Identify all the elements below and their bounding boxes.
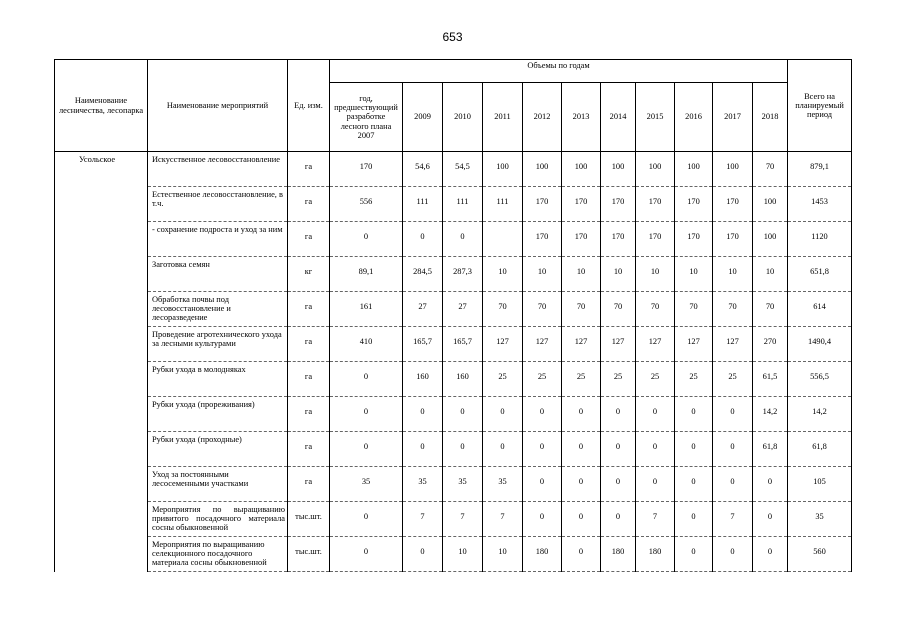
- year-value: 70: [753, 152, 788, 187]
- header-total: Всего на планируемый период: [788, 60, 852, 152]
- year-value: 0: [562, 502, 601, 537]
- year-value: 0: [601, 397, 636, 432]
- year-value: 7: [403, 502, 443, 537]
- year-value: 0: [403, 537, 443, 572]
- year-value: 100: [483, 152, 523, 187]
- base-year-value: 556: [330, 187, 403, 222]
- year-value: 0: [403, 432, 443, 467]
- year-value: 0: [713, 537, 753, 572]
- year-value: [483, 222, 523, 257]
- activity-name: Искусственное лесовосстановление: [148, 152, 288, 187]
- year-value: 10: [443, 537, 483, 572]
- total-value: 560: [788, 537, 852, 572]
- base-year-value: 35: [330, 467, 403, 502]
- year-value: 27: [403, 292, 443, 327]
- activity-name: Обработка почвы под лесовосстановление и лесоразведение: [148, 292, 288, 327]
- total-value: 105: [788, 467, 852, 502]
- year-value: 14,2: [753, 397, 788, 432]
- year-value: 0: [713, 397, 753, 432]
- year-value: 0: [443, 432, 483, 467]
- year-value: 10: [562, 257, 601, 292]
- base-year-value: 0: [330, 432, 403, 467]
- base-year-value: 161: [330, 292, 403, 327]
- activity-name: Заготовка семян: [148, 257, 288, 292]
- activity-name: Мероприятия по выращиванию привитого посадочного материала сосны обыкновенной: [148, 502, 288, 537]
- year-value: 0: [713, 467, 753, 502]
- year-value: 100: [523, 152, 562, 187]
- header-year: 2010: [443, 83, 483, 152]
- year-value: 0: [675, 432, 713, 467]
- year-value: 0: [562, 537, 601, 572]
- year-value: 0: [601, 502, 636, 537]
- table-row: [55, 362, 852, 397]
- table-row: [55, 432, 852, 467]
- total-value: 1490,4: [788, 327, 852, 362]
- year-value: 165,7: [443, 327, 483, 362]
- year-value: 25: [601, 362, 636, 397]
- page-number: 653: [442, 30, 463, 44]
- year-value: 160: [443, 362, 483, 397]
- unit-cell: га: [288, 397, 330, 432]
- year-value: 170: [675, 222, 713, 257]
- unit-cell: га: [288, 292, 330, 327]
- year-value: 70: [562, 292, 601, 327]
- year-value: 0: [523, 397, 562, 432]
- year-value: 0: [562, 467, 601, 502]
- unit-cell: тыс.шт.: [288, 502, 330, 537]
- unit-cell: га: [288, 467, 330, 502]
- year-value: 0: [636, 432, 675, 467]
- year-value: 35: [443, 467, 483, 502]
- header-base-year: год, предшествующий разработке лесного плана 2007: [330, 83, 403, 152]
- activity-name: Естественное лесовосстановление, в т.ч.: [148, 187, 288, 222]
- base-year-value: 0: [330, 502, 403, 537]
- unit-cell: тыс.шт.: [288, 537, 330, 572]
- year-value: 170: [562, 222, 601, 257]
- year-value: 270: [753, 327, 788, 362]
- table-row: [55, 327, 852, 362]
- header-forestry: Наименование лесничества, лесопарка: [55, 60, 148, 152]
- total-value: 651,8: [788, 257, 852, 292]
- activity-name: - сохранение подроста и уход за ним: [148, 222, 288, 257]
- activity-name: Проведение агротехнического ухода за лесными культурами: [148, 327, 288, 362]
- year-value: 0: [675, 467, 713, 502]
- year-value: 7: [713, 502, 753, 537]
- total-value: 1453: [788, 187, 852, 222]
- table-header: [55, 60, 852, 152]
- year-value: 25: [713, 362, 753, 397]
- year-value: 0: [483, 432, 523, 467]
- year-value: 0: [601, 432, 636, 467]
- year-value: 127: [636, 327, 675, 362]
- total-value: 35: [788, 502, 852, 537]
- total-value: 1120: [788, 222, 852, 257]
- table-row: [55, 187, 852, 222]
- year-value: 180: [523, 537, 562, 572]
- year-value: 0: [403, 397, 443, 432]
- year-value: 180: [601, 537, 636, 572]
- year-value: 70: [636, 292, 675, 327]
- activity-name: Рубки ухода в молодняках: [148, 362, 288, 397]
- year-value: 100: [601, 152, 636, 187]
- table-row: [55, 397, 852, 432]
- year-value: 0: [562, 432, 601, 467]
- unit-cell: га: [288, 152, 330, 187]
- header-year: 2018: [753, 83, 788, 152]
- year-value: 0: [443, 397, 483, 432]
- header-year: 2011: [483, 83, 523, 152]
- year-value: 25: [636, 362, 675, 397]
- year-value: 170: [562, 187, 601, 222]
- year-value: 170: [636, 222, 675, 257]
- header-year: 2014: [601, 83, 636, 152]
- year-value: 0: [562, 397, 601, 432]
- total-value: 614: [788, 292, 852, 327]
- year-value: 0: [675, 537, 713, 572]
- total-value: 14,2: [788, 397, 852, 432]
- year-value: 127: [483, 327, 523, 362]
- year-value: 10: [675, 257, 713, 292]
- total-value: 556,5: [788, 362, 852, 397]
- header-volumes-group: Объемы по годам: [330, 60, 788, 83]
- year-value: 170: [601, 222, 636, 257]
- unit-cell: кг: [288, 257, 330, 292]
- unit-cell: га: [288, 222, 330, 257]
- year-value: 0: [675, 502, 713, 537]
- header-activity: Наименование мероприятий: [148, 60, 288, 152]
- table-row: [55, 257, 852, 292]
- year-value: 10: [483, 537, 523, 572]
- unit-cell: га: [288, 362, 330, 397]
- table-row: [55, 467, 852, 502]
- total-value: 61,8: [788, 432, 852, 467]
- year-value: 10: [636, 257, 675, 292]
- year-value: 61,8: [753, 432, 788, 467]
- header-year: 2013: [562, 83, 601, 152]
- year-value: 127: [523, 327, 562, 362]
- year-value: 100: [713, 152, 753, 187]
- year-value: 170: [601, 187, 636, 222]
- year-value: 127: [601, 327, 636, 362]
- year-value: 10: [483, 257, 523, 292]
- year-value: 100: [753, 222, 788, 257]
- year-value: 35: [403, 467, 443, 502]
- year-value: 127: [562, 327, 601, 362]
- year-value: 111: [443, 187, 483, 222]
- year-value: 0: [636, 467, 675, 502]
- year-value: 70: [523, 292, 562, 327]
- year-value: 287,3: [443, 257, 483, 292]
- year-value: 10: [523, 257, 562, 292]
- year-value: 25: [675, 362, 713, 397]
- base-year-value: 410: [330, 327, 403, 362]
- activity-name: Мероприятия по выращиванию селекционного посадочного материала сосны обыкновенной: [148, 537, 288, 572]
- year-value: 111: [403, 187, 443, 222]
- year-value: 0: [403, 222, 443, 257]
- year-value: 170: [523, 187, 562, 222]
- base-year-value: 0: [330, 222, 403, 257]
- year-value: 0: [713, 432, 753, 467]
- table-row: [55, 537, 852, 572]
- year-value: 35: [483, 467, 523, 502]
- year-value: 54,6: [403, 152, 443, 187]
- year-value: 70: [713, 292, 753, 327]
- year-value: 0: [523, 502, 562, 537]
- table-row: [55, 222, 852, 257]
- year-value: 170: [636, 187, 675, 222]
- header-year: 2015: [636, 83, 675, 152]
- header-unit: Ед. изм.: [288, 60, 330, 152]
- year-value: 70: [675, 292, 713, 327]
- forest-plan-table: [54, 59, 852, 572]
- year-value: 70: [753, 292, 788, 327]
- year-value: 100: [753, 187, 788, 222]
- table-row: [55, 292, 852, 327]
- year-value: 70: [601, 292, 636, 327]
- year-value: 25: [562, 362, 601, 397]
- header-year: 2012: [523, 83, 562, 152]
- year-value: 170: [713, 187, 753, 222]
- year-value: 0: [483, 397, 523, 432]
- year-value: 10: [601, 257, 636, 292]
- unit-cell: га: [288, 432, 330, 467]
- activity-name: Рубки ухода (проходные): [148, 432, 288, 467]
- year-value: 7: [443, 502, 483, 537]
- year-value: 61,5: [753, 362, 788, 397]
- base-year-value: 170: [330, 152, 403, 187]
- table-row: [55, 502, 852, 537]
- header-year: 2016: [675, 83, 713, 152]
- year-value: 0: [523, 467, 562, 502]
- year-value: 0: [753, 467, 788, 502]
- total-value: 879,1: [788, 152, 852, 187]
- base-year-value: 0: [330, 362, 403, 397]
- year-value: 0: [753, 537, 788, 572]
- year-value: 10: [753, 257, 788, 292]
- year-value: 170: [713, 222, 753, 257]
- year-value: 100: [675, 152, 713, 187]
- year-value: 10: [713, 257, 753, 292]
- year-value: 25: [483, 362, 523, 397]
- year-value: 25: [523, 362, 562, 397]
- year-value: 54,5: [443, 152, 483, 187]
- header-year: 2009: [403, 83, 443, 152]
- activity-name: Рубки ухода (прореживания): [148, 397, 288, 432]
- year-value: 170: [675, 187, 713, 222]
- year-value: 127: [675, 327, 713, 362]
- year-value: 111: [483, 187, 523, 222]
- base-year-value: 89,1: [330, 257, 403, 292]
- year-value: 284,5: [403, 257, 443, 292]
- year-value: 100: [636, 152, 675, 187]
- base-year-value: 0: [330, 537, 403, 572]
- year-value: 0: [636, 397, 675, 432]
- year-value: 70: [483, 292, 523, 327]
- year-value: 0: [753, 502, 788, 537]
- table-row: [55, 152, 852, 187]
- year-value: 100: [562, 152, 601, 187]
- year-value: 0: [601, 467, 636, 502]
- header-year: 2017: [713, 83, 753, 152]
- activity-name: Уход за постоянными лесосеменными участками: [148, 467, 288, 502]
- year-value: 7: [636, 502, 675, 537]
- year-value: 165,7: [403, 327, 443, 362]
- year-value: 0: [523, 432, 562, 467]
- unit-cell: га: [288, 187, 330, 222]
- table-body: [55, 152, 852, 572]
- year-value: 170: [523, 222, 562, 257]
- forestry-name: Усольское: [55, 152, 148, 572]
- year-value: 27: [443, 292, 483, 327]
- year-value: 180: [636, 537, 675, 572]
- year-value: 160: [403, 362, 443, 397]
- year-value: 0: [675, 397, 713, 432]
- unit-cell: га: [288, 327, 330, 362]
- year-value: 127: [713, 327, 753, 362]
- year-value: 0: [443, 222, 483, 257]
- base-year-value: 0: [330, 397, 403, 432]
- year-value: 7: [483, 502, 523, 537]
